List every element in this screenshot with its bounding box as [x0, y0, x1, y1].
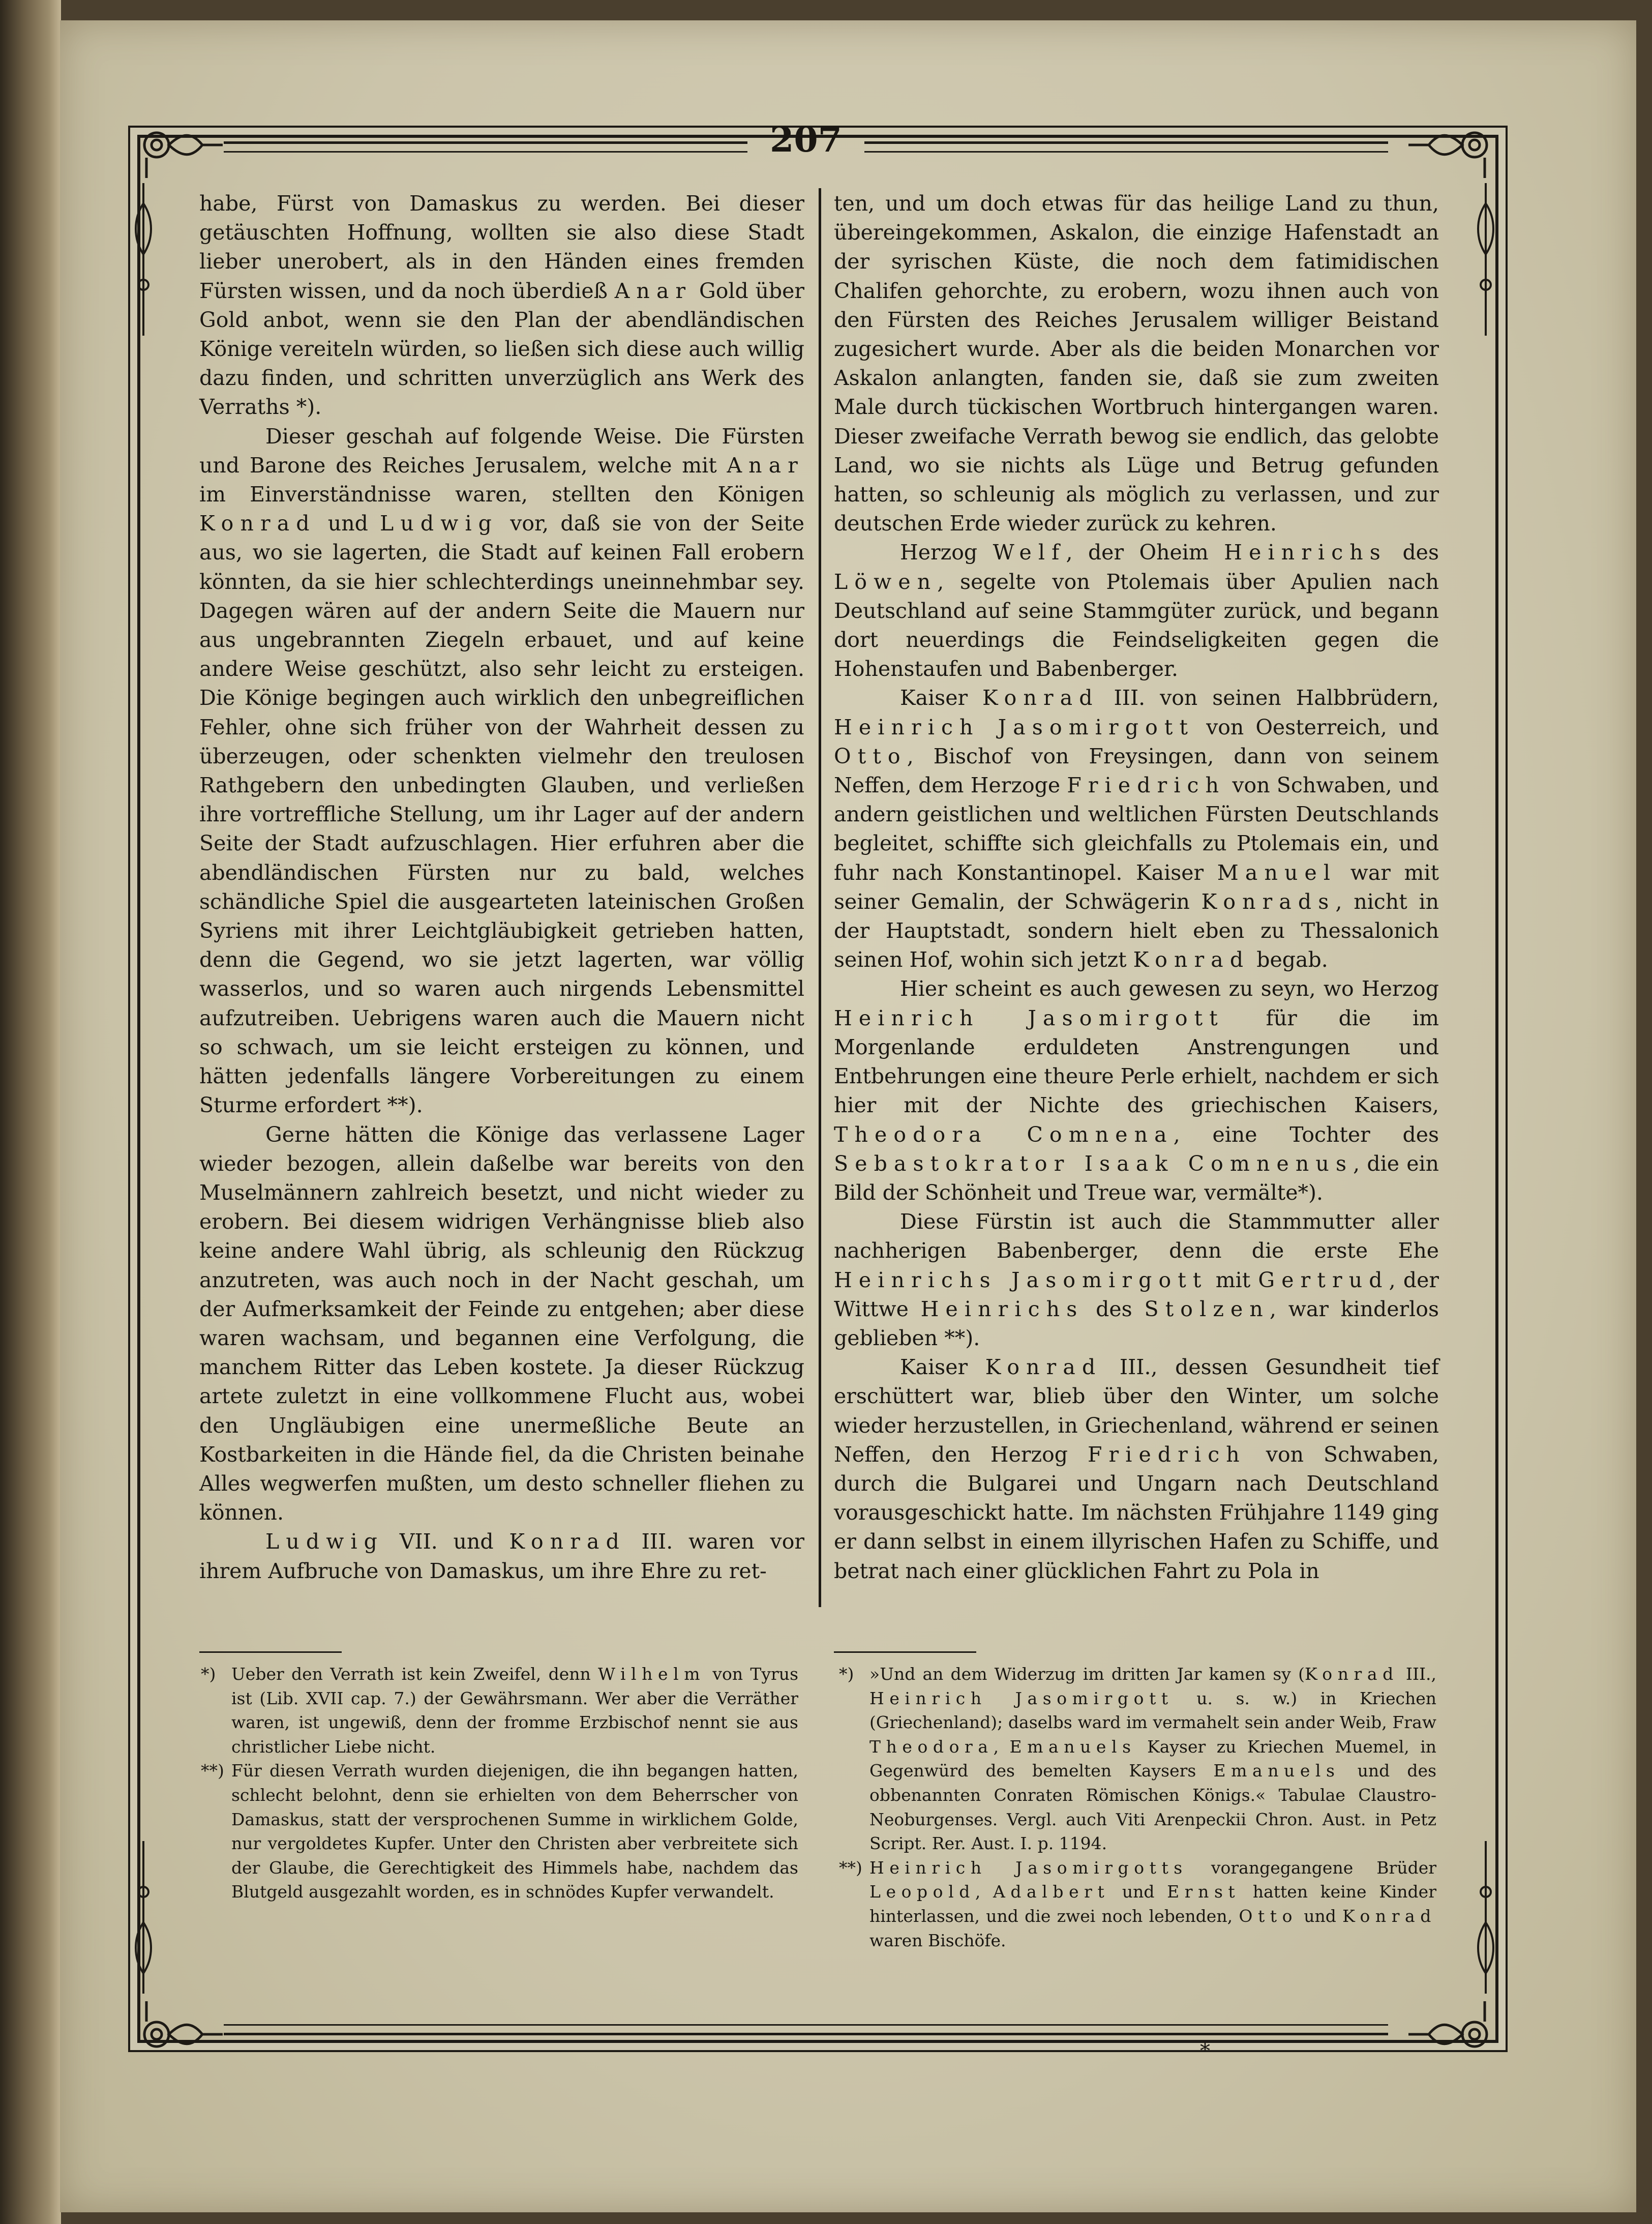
corner-ornament-icon: [136, 2001, 223, 2057]
text-run: Ueber den Verrath ist kein Zweifel, denn: [231, 1664, 598, 1684]
text-run: Dieser geschah auf folgende Weise. Die Fürsten und Barone des Reiches Jerusalem, welche mit: [199, 424, 804, 478]
text-run: und: [1109, 1882, 1167, 1902]
text-run: »Und an dem Widerzug im dritten Jar kamen sy (: [869, 1664, 1305, 1684]
spaced-name: Theodora Comnena: [834, 1122, 1174, 1147]
text-run: hatten keine Kinder hinterlassen, und die zwei noch lebenden,: [869, 1882, 1436, 1926]
spaced-name: Konrad: [1342, 1906, 1436, 1926]
text-run: waren Bischöfe.: [869, 1930, 1006, 1950]
spaced-name: Heinrich Jasomirgott: [869, 1688, 1174, 1708]
spaced-name: Stolzen: [1144, 1296, 1270, 1321]
paragraph: [199, 1120, 804, 1528]
footnote-rule-left: [199, 1651, 342, 1653]
spaced-name: Ernst: [1167, 1882, 1241, 1902]
spaced-name: Heinrich Jasomirgotts: [869, 1857, 1188, 1878]
spaced-name: Wilhelm: [598, 1664, 706, 1684]
text-run: Gerne hätten die Könige das verlassene Lager wieder bezogen, allein daßelbe war bereits von den Muselmännern zahlreich besetzt, und nicht wieder zu erobern. Bei diesem widrigen Verhängnisse blieb also keine andere Wahl übrig, als schleunig den Rückzug anzutreten, was auch noch in der Nacht geschah, um der Aufmerksamkeit der Feinde zu entgehen; aber diese waren wachsam, und begannen eine Verfolgung, die manchem Ritter das Leben kostete. Ja dieser Rückzug artete zuletzt in eine vollkommene Flucht aus, wobei den Ungläubigen eine unermeßliche Beute an Kostbarkeiten in die Hände fiel, da die Christen beinahe Alles wegwerfen mußten, um desto schneller fliehen zu können.: [199, 1122, 804, 1525]
text-run: III. waren vor ihrem Aufbruche von Damaskus, um ihre Ehre zu ret-: [199, 1529, 804, 1583]
spaced-name: Konrad: [1133, 947, 1250, 972]
paragraph: [199, 422, 804, 1120]
spaced-name: Friedrich: [1087, 1442, 1246, 1467]
spaced-name: Konrad: [982, 686, 1099, 710]
text-run: III. von seinen Halbbrüdern,: [1099, 686, 1439, 710]
footnote: [839, 1856, 1436, 1952]
spaced-name: Adalbert: [993, 1882, 1110, 1902]
spaced-name: Emanuels: [1213, 1761, 1340, 1781]
book-binding-edge: [0, 0, 61, 2224]
text-run: Kayser zu Kriechen Muemel, in Gegenwürd des bemelten Kaysers: [869, 1736, 1437, 1781]
text-run: von Tyrus ist (Lib. XVII cap. 7.) der Gewährsmann. Wer aber die Verräther waren, ist ungewiß, denn der fromme Erzbischof nennt sie aus christlicher Liebe nicht.: [231, 1664, 798, 1757]
text-run: von Schwaben, und andern geistlichen und weltlichen Fürsten Deutschlands begleitet, schiffte sich gleichfalls zu Ptolemais ein, und fuhr nach Konstantinopel. Kaiser: [834, 773, 1439, 885]
paragraph: [834, 538, 1439, 684]
spaced-name: Heinrich Jasomirgott: [834, 1005, 1224, 1030]
text-run: des: [1387, 540, 1439, 565]
text-run: , nicht in der Hauptstadt, sondern hielt eben zu Thessalonich seinen Hof, wohin sich jetzt: [834, 889, 1439, 972]
text-run: im Einverständnisse waren, stellten den Königen: [199, 482, 804, 507]
corner-ornament-icon: [1408, 2001, 1495, 2057]
footnote: [201, 1759, 798, 1904]
text-run: begab.: [1250, 947, 1328, 972]
footnote: [201, 1662, 798, 1759]
footnote-marker: *): [201, 1664, 216, 1684]
side-ornament-icon: [133, 183, 154, 336]
spaced-name: Friedrich: [1067, 773, 1226, 798]
column-divider: [819, 188, 821, 1607]
header-rule-right: [864, 141, 1388, 153]
text-run: , der Wittwe: [834, 1267, 1439, 1321]
spaced-name: Leopold: [869, 1882, 975, 1902]
text-run: Kaiser: [900, 1355, 985, 1380]
paragraph: [834, 684, 1439, 974]
spaced-name: Welf: [993, 540, 1066, 565]
text-run: Gold über Gold anbot, wenn sie den Plan der abendländischen Könige vereiteln würden, so ließen sich diese auch willig dazu finden, und schritten unverzüglich ans Werk des Verraths *).: [199, 278, 805, 420]
text-run: für die im Morgenlande erduldeten Anstrengungen und Entbehrungen eine theure Perle erhielt, nachdem er sich hier mit der Nichte des griechischen Kaisers,: [834, 1005, 1439, 1118]
spaced-name: Konrad: [199, 511, 316, 536]
spaced-name: Konrads: [1201, 889, 1336, 914]
text-run: war mit seiner Gemalin, der Schwägerin: [834, 860, 1439, 914]
spaced-name: Konrad: [509, 1529, 626, 1554]
spaced-name: Otto: [834, 744, 907, 768]
paragraph: [199, 1527, 804, 1585]
footnotes-left: [201, 1662, 798, 1904]
footnote-marker: **): [839, 1857, 862, 1878]
page-number: 207: [770, 120, 842, 160]
text-run: VII. und: [384, 1529, 509, 1554]
spaced-name: Theodora: [869, 1736, 994, 1757]
text-run: und des obbenannten Conraten Römischen Königs.« Tabulae Claustro-Neoburgenses. Vergl. auch Viti Arenpeckii Chron. Aust. in Petz Script. Rer. Aust. I. p. 1194.: [869, 1761, 1437, 1854]
footnote-marker: *): [839, 1664, 854, 1684]
spaced-name: Anar: [614, 278, 693, 303]
side-ornament-icon: [1476, 1841, 1496, 1994]
text-run: u. s. w.) in Kriechen (Griechenland); daselbs ward im vermahelt sein ander Weib, Fraw: [869, 1688, 1436, 1733]
text-run: , Bischof von Freysingen, dann von seinem Neffen, dem Herzoge: [834, 744, 1439, 798]
paragraph: [834, 189, 1439, 538]
corner-ornament-icon: [1408, 122, 1495, 178]
spaced-name: Heinrich Jasomirgott: [834, 715, 1195, 739]
spaced-name: Gertrud: [1258, 1267, 1389, 1292]
text-run: vor, daß sie von der Seite aus, wo sie lagerten, die Stadt auf keinen Fall erobern könnten, da sie hier schlechterdings uneinnehmbar sey. Dagegen wären auf der andern Seite die Mauern nur aus ungebrannten Ziegeln erbauet, und auf keine andere Weise geschützt, also sehr leicht zu ersteigen. Die Könige begingen auch wirklich den unbegreiflichen Fehler, ohne sich früher von der Wahrheit dessen zu überzeugen, oder schenkten vielmehr den treulosen Rathgebern den unbedingten Glauben, und verließen ihre vortreffliche Stellung, um ihr Lager auf der andern Seite der Stadt aufzuschlagen. Hier erfuhren aber die abendländischen Fürsten nur zu bald, welches schändliche Spiel die ausgearteten lateinischen Großen Syriens mit ihrer Leichtgläubigkeit getrieben hatten, denn die Gegend, wo sie jetzt lagerten, war völlig wasserlos, und so waren auch nirgends Lebensmittel aufzutreiben. Uebrigens waren auch die Mauern nicht so schwach, um sie leicht ersteigen zu können, und hätten jedenfalls längere Vorbereitungen zu einem Sturme erfordert **).: [199, 511, 804, 1118]
spaced-name: Anar: [727, 453, 804, 478]
text-run: III., dessen Gesundheit tief erschüttert war, blieb über den Winter, um solche wieder herzustellen, in Griechenland, während er seinen Neffen, den Herzog: [834, 1355, 1439, 1467]
spaced-name: Heinrichs Jasomirgott: [834, 1267, 1208, 1292]
text-run: , die ein Bild der Schönheit und Treue war, vermälte*).: [834, 1151, 1439, 1205]
spaced-name: Löwen: [834, 569, 938, 594]
text-run: und: [1298, 1906, 1343, 1926]
spaced-name: Konrad: [985, 1355, 1102, 1380]
text-run: Diese Fürstin ist auch die Stammmutter aller nachherigen Babenberger, denn die erste Ehe: [834, 1209, 1439, 1263]
spaced-name: Manuel: [1217, 860, 1337, 885]
paragraph: [834, 1207, 1439, 1353]
side-ornament-icon: [133, 1841, 154, 1994]
footnote-rule-right: [834, 1651, 976, 1653]
spaced-name: Ludwig: [265, 1529, 384, 1554]
footnote-marker: **): [201, 1761, 224, 1781]
text-run: mit: [1208, 1267, 1258, 1292]
text-run: Kaiser: [900, 686, 982, 710]
text-run: vorangegangene Brüder: [1187, 1857, 1436, 1878]
right-text-column: [834, 189, 1439, 1586]
corner-ornament-icon: [136, 122, 223, 178]
text-run: habe, Fürst von Damaskus zu werden. Bei dieser getäuschten Hoffnung, wollten sie also diese Stadt lieber unerobert, als in den Händen eines fremden Fürsten wissen, und da noch überdieß: [199, 191, 804, 303]
paragraph: [199, 189, 804, 422]
spaced-name: Sebastokrator Isaak Comnenus: [834, 1151, 1354, 1176]
text-run: ten, und um doch etwas für das heilige Land zu thun, übereingekommen, Askalon, die einzige Hafenstadt an der syrischen Küste, die noch dem fatimidischen Chalifen gehorchte, zu erobern, wozu ihnen auch von den Fürsten des Reiches Jerusalem williger Beistand zugesichert wurde. Aber als die beiden Monarchen vor Askalon anlangten, fanden sie, daß sie zum zweiten Male durch tückischen Wortbruch hintergangen waren. Dieser zweifache Verrath bewog sie endlich, das gelobte Land, wo sie nichts als Lüge und Betrug gefunden hatten, so schleunig als möglich zu verlassen, und zur deutschen Erde wieder zurück zu kehren.: [834, 191, 1439, 536]
text-run: von Oesterreich, und: [1194, 715, 1439, 739]
spaced-name: Emanuels: [1009, 1736, 1136, 1757]
text-run: , eine Tochter des: [1173, 1122, 1439, 1147]
footnote: [839, 1662, 1436, 1856]
spaced-name: Heinrichs: [1224, 540, 1387, 565]
left-text-column: [199, 189, 804, 1586]
spaced-name: Otto: [1239, 1906, 1298, 1926]
text-run: ,: [975, 1882, 993, 1902]
header-rule-left: [224, 141, 747, 153]
paragraph: [834, 1353, 1439, 1586]
text-run: von Schwaben, durch die Bulgarei und Ungarn nach Deutschland vorausgeschickt hatte. Im nächsten Frühjahre 1149 ging er dann selbst in einem illyrischen Hafen zu Schiffe, und betrat nach einer glücklichen Fahrt zu Pola in: [834, 1442, 1439, 1583]
text-run: Herzog: [900, 540, 993, 565]
text-run: Hier scheint es auch gewesen zu seyn, wo Herzog: [900, 976, 1439, 1001]
spaced-name: Konrad: [1304, 1664, 1399, 1684]
side-ornament-icon: [1476, 183, 1496, 336]
text-run: , segelte von Ptolemais über Apulien nach Deutschland auf seine Stammgüter zurück, und begann dort neuerdings die Feindseligkeiten gegen die Hohenstaufen und Babenberger.: [834, 569, 1439, 681]
signature-mark: *: [1200, 2039, 1210, 2063]
text-run: ,: [993, 1736, 1010, 1757]
text-run: III.,: [1398, 1664, 1436, 1684]
paragraph: [834, 974, 1439, 1207]
text-run: Für diesen Verrath wurden diejenigen, die ihn begangen hatten, schlecht belohnt, denn sie erhielten von dem Beherrscher von Damaskus, statt der versprochenen Summe in wirklichem Golde, nur vergoldetes Kupfer. Unter den Christen aber verbreitete sich der Glaube, die Gerechtigkeit des Himmels habe, nachdem das Blutgeld ausgezahlt worden, es in schnödes Kupfer verwandelt.: [231, 1761, 798, 1902]
text-run: , der Oheim: [1066, 540, 1224, 565]
text-run: des: [1084, 1296, 1145, 1321]
footnotes-right: [839, 1662, 1436, 1952]
spaced-name: Heinrichs: [920, 1296, 1084, 1321]
text-run: und: [316, 511, 380, 536]
spaced-name: Ludwig: [380, 511, 499, 536]
text-run: , war kinderlos geblieben **).: [834, 1296, 1439, 1350]
footer-rule: [224, 2024, 1388, 2035]
